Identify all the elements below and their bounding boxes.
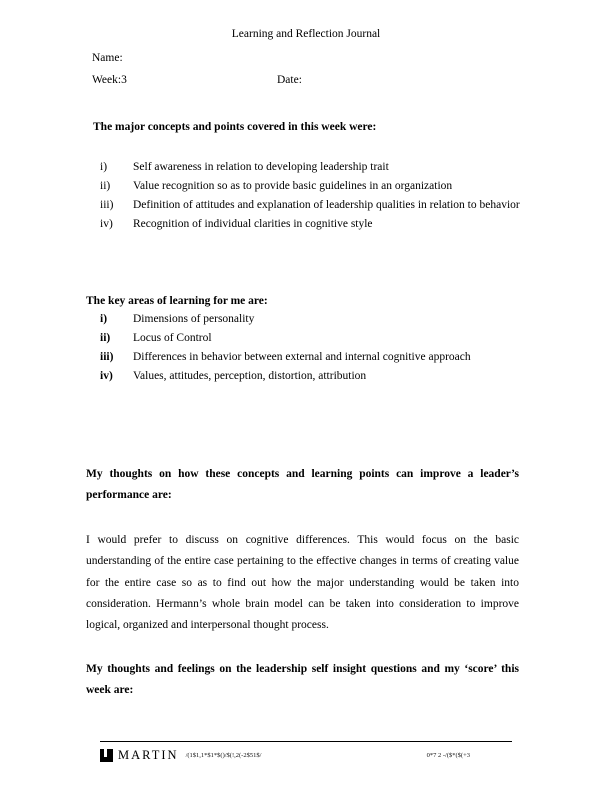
section-heading-thoughts-improve: My thoughts on how these concepts and learning points can improve a leader’s performance are: xyxy=(86,468,519,502)
page-footer xyxy=(100,741,512,763)
list-item xyxy=(100,370,520,382)
list-marker: iv) xyxy=(100,370,113,382)
list-item xyxy=(100,199,520,211)
list-marker: ii) xyxy=(100,180,111,192)
list-text: Self awareness in relation to developing leadership trait xyxy=(133,161,389,173)
footer-left-code: /(1$1,1*$1*$()/$(!,2(-2$51$/ xyxy=(185,752,262,759)
list-text: Definition of attitudes and explanation of leadership qualities in relation to behavior xyxy=(133,199,520,211)
key-areas-list xyxy=(100,313,520,389)
date-field-label: Date: xyxy=(277,74,302,86)
page-title: Learning and Reflection Journal xyxy=(231,28,381,40)
section-heading-thoughts-feelings: My thoughts and feelings on the leadership self insight questions and my ‘score’ this week are: xyxy=(86,663,519,697)
list-marker: i) xyxy=(100,313,108,325)
list-item xyxy=(100,180,520,192)
list-text: Locus of Control xyxy=(133,332,212,344)
major-concepts-list xyxy=(100,161,520,237)
list-text: Differences in behavior between external and internal cognitive approach xyxy=(133,351,471,363)
list-text: Value recognition so as to provide basic guidelines in an organization xyxy=(133,180,453,192)
list-item xyxy=(100,161,520,173)
list-item xyxy=(100,218,520,230)
reflection-paragraph: I would prefer to discuss on cognitive differences. This would focus on the basic understanding of the entire case pertaining to the effective changes in terms of creating value for the entire case so as to find out how the major understanding would be taken into consideration. Hermann’s whole brain model can be taken into consideration to improve logical, organized and interpersonal thought process. xyxy=(86,534,519,632)
logo-text: MARTIN xyxy=(118,748,179,762)
list-text: Recognition of individual clarities in cognitive style xyxy=(133,218,373,230)
list-item xyxy=(100,332,520,344)
section-heading-key-areas: The key areas of learning for me are: xyxy=(86,295,268,307)
list-item xyxy=(100,351,520,363)
list-item xyxy=(100,313,520,325)
section-heading-major-concepts: The major concepts and points covered in this week were: xyxy=(93,121,377,133)
footer-right-code: 0*7 2 -/($*($(+3 xyxy=(426,752,470,759)
list-text: Values, attitudes, perception, distortion, attribution xyxy=(133,370,367,382)
list-marker: iii) xyxy=(100,351,114,363)
logo-mark-icon xyxy=(100,749,113,762)
week-field-label: Week:3 xyxy=(92,74,127,86)
name-field-label: Name: xyxy=(92,52,123,64)
list-marker: iv) xyxy=(100,218,113,230)
list-text: Dimensions of personality xyxy=(133,313,255,325)
list-marker: iii) xyxy=(100,199,114,211)
list-marker: i) xyxy=(100,161,108,173)
list-marker: ii) xyxy=(100,332,111,344)
martin-logo xyxy=(100,748,179,763)
